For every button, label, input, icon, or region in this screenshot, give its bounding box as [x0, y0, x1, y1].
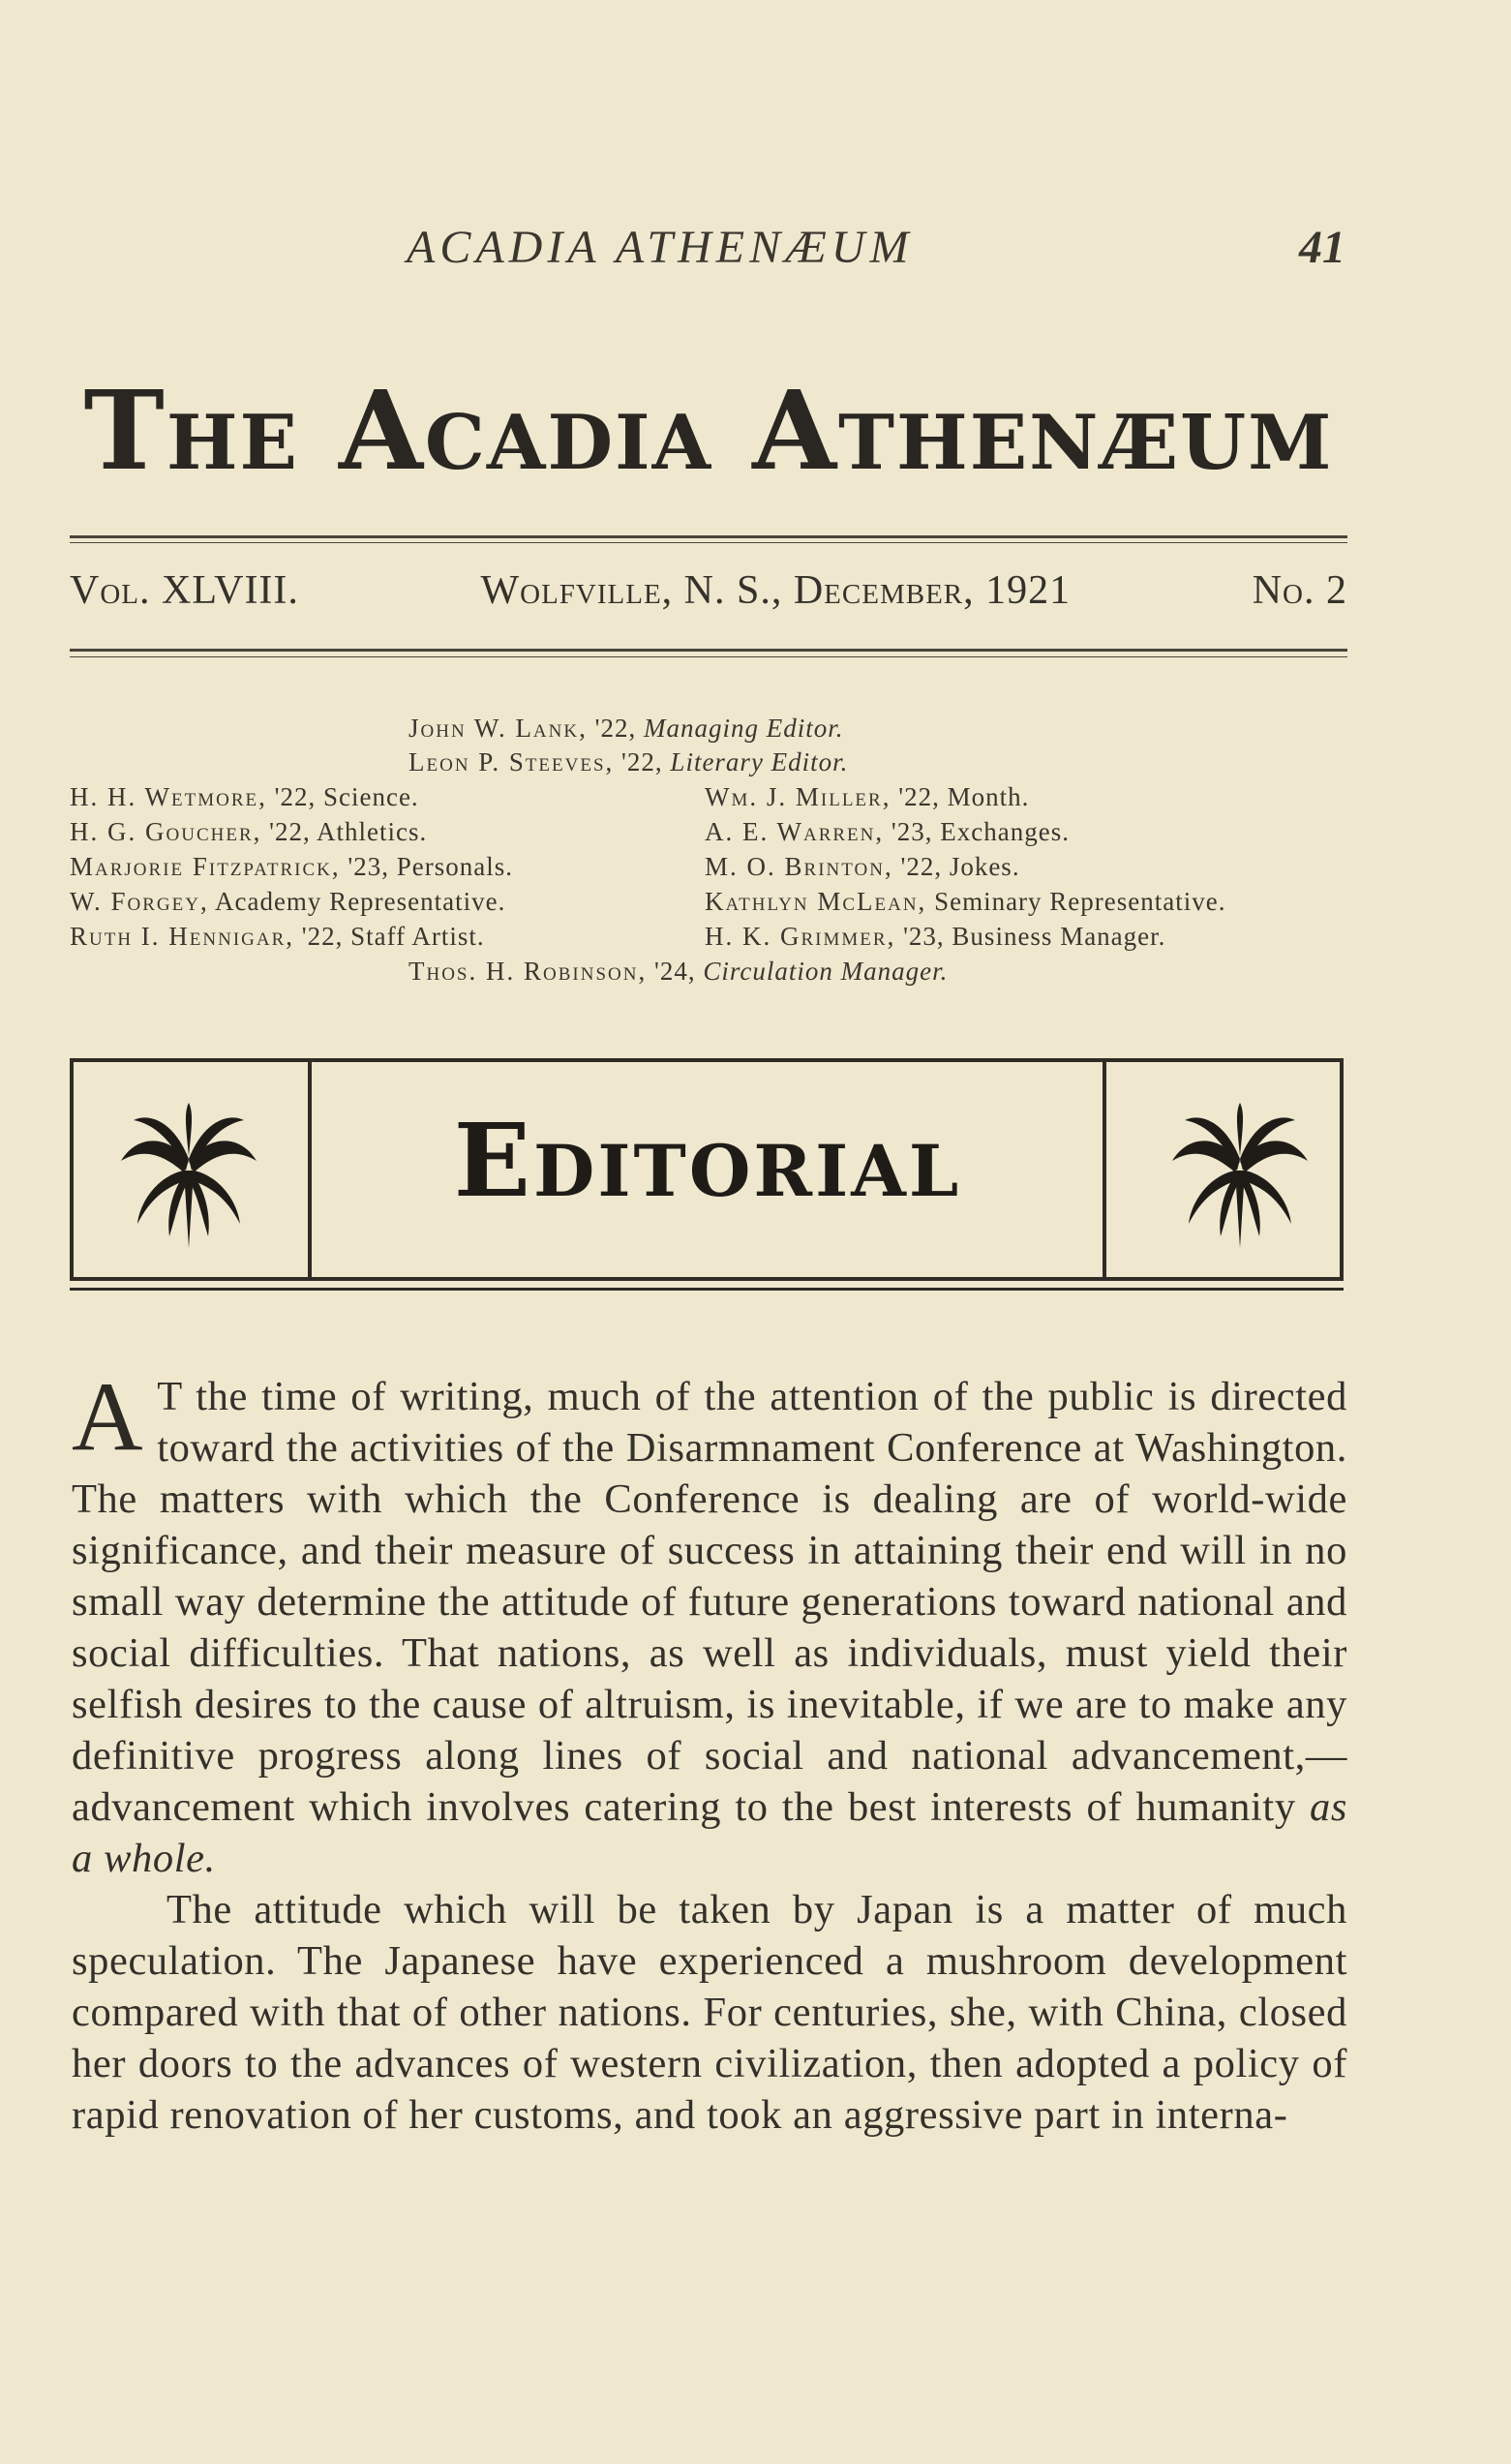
rule-bottom-1 [70, 649, 1347, 652]
palm-ornament-icon [116, 1103, 261, 1248]
section-title: Editorial [453, 1101, 962, 1220]
staff-managing-editor: John W. Lank, '22, Managing Editor. [408, 714, 844, 743]
volume-line [70, 567, 1347, 614]
staff-left-item: W. Forgey, Academy Representative. [70, 887, 506, 916]
staff-left-item: H. H. Wetmore, '22, Science. [70, 782, 419, 811]
staff-left-item: Ruth I. Hennigar, '22, Staff Artist. [70, 922, 485, 951]
staff-left-item: Marjorie Fitzpatrick, '23, Personals. [70, 852, 513, 881]
paragraph: A T the time of writing, much of the attention of the public is directed toward the activities of the Disarmnament Conference at Washington. The matters with which the Conference is dealing are of world-wide significance, and their measure of success in attaining their end will in no small way determine the attitude of future generations toward national and social difficulties. That nations, as well as individuals, must yield their selfish desires to the cause of altruism, is inevitable, if we are to make any definitive progress along lines of social and national advancement,—advancement which involves catering to the best interests of humanity as a whole. [72, 1362, 1347, 1881]
banner-divider-right [1103, 1062, 1106, 1277]
place-date: Wolfville, N. S., December, 1921 [480, 568, 1072, 613]
drop-cap: A [72, 1362, 144, 1472]
staff-right-item: Kathlyn McLean, Seminary Representative. [705, 887, 1226, 916]
masthead-title: The Acadia Athenæum [83, 368, 1334, 495]
editorial-banner [70, 1058, 1344, 1281]
staff-right-item: A. E. Warren, '23, Exchanges. [705, 817, 1070, 846]
staff-left-item: H. G. Goucher, '22, Athletics. [70, 817, 428, 846]
volume: Vol. XLVIII. [70, 568, 299, 613]
paragraph: The attitude which will be taken by Japan is a matter of much speculation. The Japanese have experienced a mushroom development compared with that of other nations. For centuries, she, with China, closed her doors to the advances of western civilization, then adopted a policy of rapid renovation of her customs, and took an aggressive part in interna- [72, 1887, 1347, 2138]
page-number: 41 [1299, 222, 1345, 273]
staff-circulation-manager: Thos. H. Robinson, '24, Circulation Manager. [408, 957, 949, 986]
banner-underline [70, 1288, 1344, 1291]
staff-right-item: H. K. Grimmer, '23, Business Manager. [705, 922, 1166, 951]
staff-right-item: Wm. J. Miller, '22, Month. [705, 782, 1030, 811]
editorial-body [72, 1362, 1347, 2141]
running-title: ACADIA ATHENÆUM [407, 222, 914, 273]
rule-top-2 [70, 542, 1347, 543]
rule-top-1 [70, 535, 1347, 538]
rule-bottom-2 [70, 656, 1347, 657]
issue-number: No. 2 [1252, 568, 1347, 613]
staff-literary-editor: Leon P. Steeves, '22, Literary Editor. [408, 747, 849, 776]
staff-right-item: M. O. Brinton, '22, Jokes. [705, 852, 1020, 881]
banner-divider-left [308, 1062, 312, 1277]
palm-ornament-icon [1167, 1103, 1313, 1248]
